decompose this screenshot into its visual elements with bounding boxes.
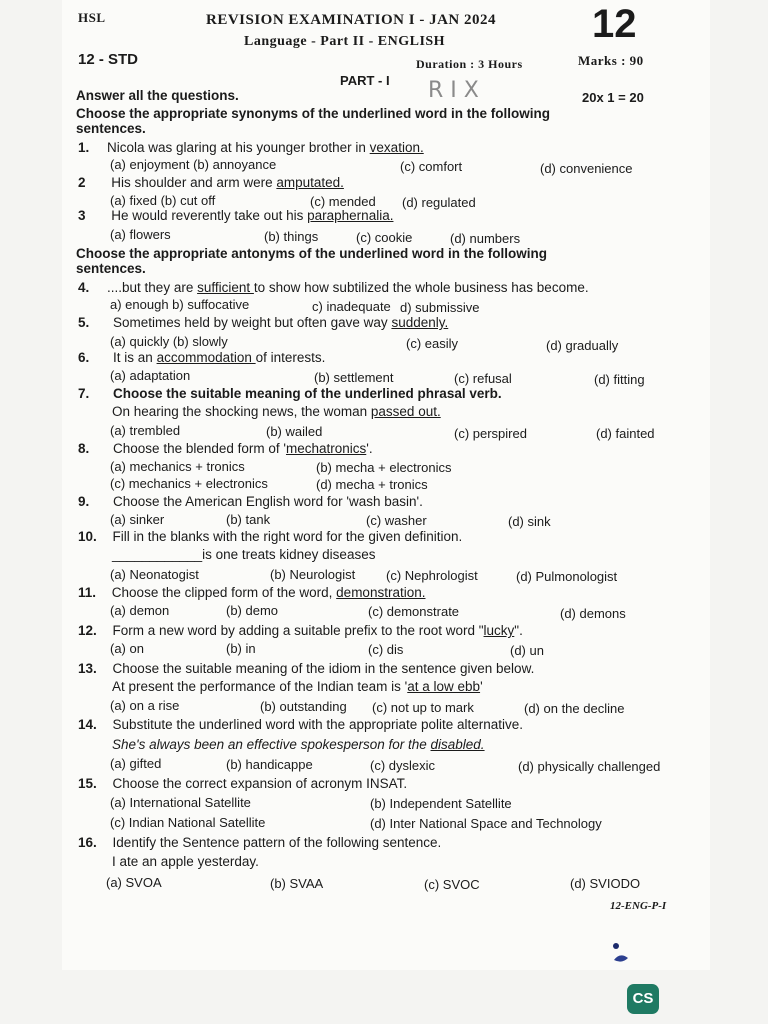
option: (c) easily	[406, 336, 459, 351]
option: (a) trembled	[110, 423, 181, 438]
option: (a) International Satellite	[110, 795, 251, 810]
marks-calculation: 20x 1 = 20	[582, 90, 644, 105]
option: (a) gifted	[110, 756, 162, 771]
option: (c) dyslexic	[370, 758, 436, 773]
question-14-sentence: She's always been an effective spokesperson for the disabled.	[112, 737, 485, 752]
option: (b) tank	[226, 512, 271, 527]
option: (b) things	[264, 229, 319, 244]
question-10-sentence: ____________is one treats kidney diseases	[112, 547, 376, 562]
ink-mark	[606, 938, 636, 968]
question-4: 4. ....but they are sufficient to show how subtilized the whole business has become.	[78, 280, 589, 295]
instruction-synonyms-cont: sentences.	[76, 121, 146, 136]
option: (c) comfort	[400, 159, 463, 174]
question-14: 14. Substitute the underlined word with the appropriate polite alternative.	[78, 717, 524, 732]
option: (d) fitting	[594, 372, 645, 387]
option: (d) physically challenged	[518, 759, 661, 774]
option: (c) mechanics + electronics	[110, 476, 268, 491]
option: (d) gradually	[546, 338, 619, 353]
question-9: 9. Choose the American English word for 'wash basin'.	[78, 494, 423, 509]
option: (b) handicappe	[226, 757, 313, 772]
grade-number: 12	[592, 2, 637, 46]
option: (c) demonstrate	[368, 604, 460, 619]
option: (c) Indian National Satellite	[110, 815, 266, 830]
option: (d) demons	[560, 606, 626, 621]
option: (a) mechanics + tronics	[110, 459, 245, 474]
option: (a) sinker	[110, 512, 165, 527]
marks-total: Marks : 90	[578, 53, 644, 68]
option: (d) regulated	[402, 195, 476, 210]
option: (b) Neurologist	[270, 567, 356, 582]
paper-code: 12-ENG-P-I	[610, 900, 667, 912]
option: (c) cookie	[356, 230, 413, 245]
option: (a) adaptation	[110, 368, 191, 383]
ink-blot	[614, 955, 628, 961]
question-3: 3 He would reverently take out his paraphernalia.	[78, 208, 394, 223]
option: c) inadequate	[312, 299, 391, 314]
option: (d) convenience	[540, 161, 633, 176]
option: (c) perspired	[454, 426, 527, 441]
option: (d) Pulmonologist	[516, 569, 618, 584]
option: a) enough b) suffocative	[110, 297, 250, 312]
instruction-antonyms-cont: sentences.	[76, 261, 146, 276]
option: (a) on	[110, 641, 144, 656]
question-10: 10. Fill in the blanks with the right word for the given definition.	[78, 529, 463, 544]
option: (d) fainted	[596, 426, 655, 441]
question-5: 5. Sometimes held by weight but often gave way suddenly.	[78, 315, 449, 330]
option: (b) in	[226, 641, 256, 656]
question-2: 2 His shoulder and arm were amputated.	[78, 175, 344, 190]
question-8: 8. Choose the blended form of 'mechatronics'.	[78, 441, 373, 456]
option: (b) wailed	[266, 424, 323, 439]
instruction-answer-all: Answer all the questions.	[76, 88, 239, 103]
option: (d) numbers	[450, 231, 521, 246]
question-16: 16. Identify the Sentence pattern of the following sentence.	[78, 835, 442, 850]
option: (a) quickly (b) slowly	[110, 334, 228, 349]
option: (c) SVOC	[424, 877, 480, 892]
part-title: PART - I	[340, 73, 390, 88]
instruction-antonyms: Choose the appropriate antonyms of the underlined word in the following	[76, 246, 548, 261]
option: (b) settlement	[314, 370, 394, 385]
option: (b) SVAA	[270, 876, 324, 891]
option: (d) SVIODO	[570, 876, 641, 891]
school-code: HSL	[78, 10, 106, 25]
option: (b) Independent Satellite	[370, 796, 512, 811]
question-11: 11. Choose the clipped form of the word, demonstration.	[78, 585, 426, 600]
option: (c) Nephrologist	[386, 568, 478, 583]
question-6: 6. It is an accommodation of interests.	[78, 350, 326, 365]
camscanner-badge: CS	[627, 984, 659, 1014]
option: (b) demo	[226, 603, 279, 618]
question-15: 15. Choose the correct expansion of acronym INSAT.	[78, 776, 408, 791]
question-12: 12. Form a new word by adding a suitable prefix to the root word "lucky".	[78, 623, 523, 638]
instruction-synonyms: Choose the appropriate synonyms of the underlined word in the following	[76, 106, 551, 121]
option: (d) on the decline	[524, 701, 625, 716]
option: (c) dis	[368, 642, 404, 657]
duration: Duration : 3 Hours	[416, 57, 523, 71]
question-13-sentence: At present the performance of the Indian team is 'at a low ebb'	[112, 679, 483, 694]
question-7: 7. Choose the suitable meaning of the underlined phrasal verb.	[78, 386, 502, 401]
option: (a) enjoyment (b) annoyance	[110, 157, 277, 172]
exam-title: REVISION EXAMINATION I - JAN 2024	[206, 12, 496, 28]
option: (a) demon	[110, 603, 170, 618]
option: (d) mecha + tronics	[316, 477, 428, 492]
question-13: 13. Choose the suitable meaning of the idiom in the sentence given below.	[78, 661, 535, 676]
option: (b) outstanding	[260, 699, 347, 714]
handwritten-scribble: R I X	[428, 78, 479, 103]
option: (c) washer	[366, 513, 427, 528]
option: (a) flowers	[110, 227, 171, 242]
option: (d) Inter National Space and Technology	[370, 816, 602, 831]
option: (b) mecha + electronics	[316, 460, 452, 475]
std-label: 12 - STD	[78, 51, 139, 68]
option: d) submissive	[400, 300, 480, 315]
option: (a) fixed (b) cut off	[110, 193, 216, 208]
option: (a) Neonatogist	[110, 567, 199, 582]
option: (c) mended	[310, 194, 376, 209]
option: (a) on a rise	[110, 698, 180, 713]
option: (d) sink	[508, 514, 551, 529]
ink-dot	[613, 943, 619, 949]
question-1: 1. Nicola was glaring at his younger brother in vexation.	[78, 140, 424, 155]
option: (c) not up to mark	[372, 700, 474, 715]
option: (a) SVOA	[106, 875, 162, 890]
option: (c) refusal	[454, 371, 512, 386]
question-7-sentence: On hearing the shocking news, the woman passed out.	[112, 404, 441, 419]
option: (d) un	[510, 643, 544, 658]
question-16-sentence: I ate an apple yesterday.	[112, 854, 259, 869]
subject-title: Language - Part II - ENGLISH	[244, 34, 446, 49]
